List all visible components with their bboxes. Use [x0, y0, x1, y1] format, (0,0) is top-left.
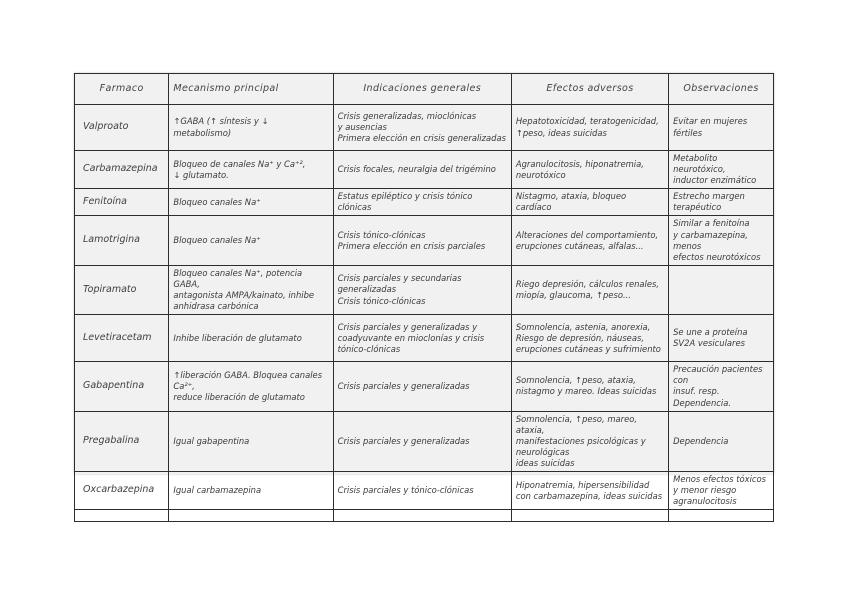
table-row	[75, 105, 774, 151]
adverse-effects-cell	[511, 265, 668, 314]
cell-text-line: Bloqueo de canales Na⁺ y Ca⁺²,	[173, 158, 306, 169]
indications-cell	[333, 472, 511, 510]
drug-name-cell	[75, 472, 169, 510]
table-row	[75, 411, 774, 471]
indications-cell	[333, 151, 511, 189]
cell-text-line: y carbamazepina, menos	[673, 229, 748, 251]
cell-text-line: Riego depresión, cálculos renales,	[515, 278, 660, 289]
cell-text-line: manifestaciones psicológicas y neurológicas	[515, 435, 646, 457]
cell-text-line: Se une a proteína	[673, 327, 748, 338]
table-row	[75, 362, 774, 411]
drug-name: Pregabalina	[83, 435, 140, 447]
drug-name-cell	[75, 265, 169, 314]
cell-text-line: Nistagmo, ataxia, bloqueo cardíaco	[515, 191, 627, 213]
cell-text-line: y ausencias	[337, 121, 387, 132]
cell-text-line: Igual carbamazepina	[173, 485, 262, 496]
cell-text-line: tónico-clónicas	[337, 343, 401, 354]
drug-name: Carbamazepina	[83, 163, 158, 175]
mechanism-cell	[169, 411, 333, 471]
cell-text-line: Bloqueo canales Na⁺	[173, 196, 261, 207]
mechanism-cell	[169, 216, 333, 265]
observations-cell	[669, 105, 774, 151]
mechanism-cell	[169, 151, 333, 189]
table-body	[75, 105, 774, 522]
cell-text-line: Metabolito neurotóxico,	[673, 153, 726, 175]
indications-cell	[333, 315, 511, 362]
cell-text-line: ↓ glutamato.	[173, 169, 229, 180]
cell-text-line: Igual gabapentina	[173, 435, 250, 446]
drug-name: Lamotrigina	[83, 234, 140, 246]
cell-text-line: Crisis tónico-clónicas	[337, 229, 426, 240]
cell-text-line: Somnolencia, ↑peso, mareo, ataxia,	[515, 413, 638, 435]
table-row	[75, 315, 774, 362]
cell-text-line: Estatus epiléptico y crisis tónico clónicas	[337, 191, 473, 213]
adverse-effects-cell	[511, 472, 668, 510]
cell-text-line: y menor riesgo agranulocitosis	[673, 485, 737, 507]
cell-text-line: Crisis parciales y tónico-clónicas	[337, 485, 474, 496]
cell-text-line: ideas suicidas	[515, 457, 575, 468]
header-indications: Indicaciones generales	[333, 74, 511, 105]
mechanism-cell	[169, 189, 333, 216]
empty-cell	[669, 510, 774, 522]
cell-text-line: Hiponatremia, hipersensibilidad	[515, 479, 650, 490]
cell-text-line: erupciones cutáneas, alfalas...	[515, 240, 644, 251]
header-observations: Observaciones	[669, 74, 774, 105]
cell-text-line: Alteraciones del comportamiento,	[515, 229, 659, 240]
observations-cell	[669, 315, 774, 362]
cell-text-line: Inhibe liberación de glutamato	[173, 332, 302, 343]
drug-name-cell	[75, 105, 169, 151]
cell-text-line: con carbamazepina, ideas suicidas	[515, 490, 663, 501]
cell-text-line: anhidrasa carbónica	[173, 301, 259, 312]
adverse-effects-cell	[511, 151, 668, 189]
cell-text-line: Somnolencia, astenia, anorexia,	[515, 321, 651, 332]
indications-cell	[333, 265, 511, 314]
observations-cell	[669, 472, 774, 510]
header-row	[75, 74, 774, 105]
cell-text-line: Menos efectos tóxicos	[673, 474, 767, 485]
header-drug: Farmaco	[75, 74, 169, 105]
empty-cell	[511, 510, 668, 522]
adverse-effects-cell	[511, 105, 668, 151]
drug-name-cell	[75, 411, 169, 471]
cell-text-line: erupciones cutáneas y sufrimiento	[515, 343, 661, 354]
drug-name: Oxcarbazepina	[83, 484, 155, 496]
table-row	[75, 265, 774, 314]
cell-text-line: Primera elección en crisis generalizadas	[337, 133, 506, 144]
drug-name-cell	[75, 216, 169, 265]
drug-name-cell	[75, 362, 169, 411]
drug-name: Valproato	[83, 121, 129, 133]
cell-text-line: Crisis tónico-clónicas	[337, 295, 426, 306]
drug-name: Fenitoína	[83, 196, 127, 208]
indications-cell	[333, 189, 511, 216]
handwritten-table-sheet	[74, 73, 774, 507]
drug-name: Topiramato	[83, 283, 137, 295]
mechanism-cell	[169, 265, 333, 314]
mechanism-cell	[169, 472, 333, 510]
observations-cell	[669, 265, 774, 314]
adverse-effects-cell	[511, 189, 668, 216]
indications-cell	[333, 362, 511, 411]
cell-text-line: Precaución pacientes con	[673, 364, 763, 386]
observations-cell	[669, 151, 774, 189]
cell-text-line: Crisis parciales y generalizadas	[337, 380, 470, 391]
cell-text-line: Somnolencia, ↑peso, ataxia,	[515, 375, 636, 386]
cell-text-line: inductor enzimático	[673, 175, 757, 186]
cell-text-line: Evitar en mujeres	[673, 116, 748, 127]
mechanism-cell	[169, 315, 333, 362]
cell-text-line: insuf. resp. Dependencia.	[673, 386, 731, 408]
observations-cell	[669, 189, 774, 216]
observations-cell	[669, 411, 774, 471]
mechanism-cell	[169, 362, 333, 411]
drug-name: Levetiracetam	[83, 331, 152, 343]
adverse-effects-cell	[511, 315, 668, 362]
indications-cell	[333, 105, 511, 151]
cell-text-line: antagonista AMPA/kainato, inhibe	[173, 290, 315, 301]
table-row	[75, 472, 774, 510]
observations-cell	[669, 362, 774, 411]
table-row	[75, 189, 774, 216]
indications-cell	[333, 411, 511, 471]
cell-text-line: ↑GABA (↑ síntesis y ↓ metabolismo)	[173, 116, 269, 138]
indications-cell	[333, 216, 511, 265]
drug-name-cell	[75, 189, 169, 216]
cell-text-line: Bloqueo canales Na⁺, potencia GABA,	[173, 267, 303, 289]
cell-text-line: nistagmo y mareo. Ideas suicidas	[515, 386, 657, 397]
cell-text-line: reduce liberación de glutamato	[173, 391, 305, 402]
cell-text-line: Agranulocitosis, hiponatremia, neurotóxico	[515, 158, 644, 180]
table-row	[75, 151, 774, 189]
cell-text-line: Similar a fenitoína	[673, 218, 750, 229]
empty-cell	[169, 510, 333, 522]
table-row	[75, 216, 774, 265]
cell-text-line: coadyuvante en mioclonías y crisis	[337, 332, 485, 343]
cell-text-line: Crisis generalizadas, mioclónicas	[337, 110, 477, 121]
drug-table	[74, 73, 774, 522]
cell-text-line: miopía, glaucoma, ↑peso...	[515, 290, 631, 301]
adverse-effects-cell	[511, 216, 668, 265]
cell-text-line: SV2A vesiculares	[673, 338, 746, 349]
mechanism-cell	[169, 105, 333, 151]
cell-text-line: Estrecho margen terapéutico	[673, 191, 745, 213]
cell-text-line: Hepatotoxicidad, teratogenicidad,	[515, 116, 659, 127]
cell-text-line: fértiles	[673, 127, 703, 138]
cell-text-line: Bloqueo canales Na⁺	[173, 235, 261, 246]
observations-cell	[669, 216, 774, 265]
cell-text-line: efectos neurotóxicos	[673, 251, 761, 262]
cell-text-line: Dependencia	[673, 435, 729, 446]
empty-row	[75, 510, 774, 522]
cell-text-line: ↑peso, ideas suicidas	[515, 127, 607, 138]
empty-cell	[333, 510, 511, 522]
adverse-effects-cell	[511, 362, 668, 411]
cell-text-line: Riesgo de depresión, náuseas,	[515, 332, 644, 343]
adverse-effects-cell	[511, 411, 668, 471]
drug-name-cell	[75, 315, 169, 362]
cell-text-line: Crisis parciales y generalizadas	[337, 435, 470, 446]
cell-text-line: Primera elección en crisis parciales	[337, 240, 486, 251]
cell-text-line: Crisis parciales y generalizadas y	[337, 321, 478, 332]
cell-text-line: ↑liberación GABA. Bloquea canales Ca²⁺,	[173, 369, 323, 391]
header-mechanism: Mecanismo principal	[169, 74, 333, 105]
cell-text-line: Crisis focales, neuralgia del trigémino	[337, 164, 496, 175]
empty-cell	[75, 510, 169, 522]
header-adverse-effects: Efectos adversos	[511, 74, 668, 105]
drug-name: Gabapentina	[83, 380, 145, 392]
cell-text-line: Crisis parciales y secundarias generalizadas	[337, 273, 462, 295]
drug-name-cell	[75, 151, 169, 189]
